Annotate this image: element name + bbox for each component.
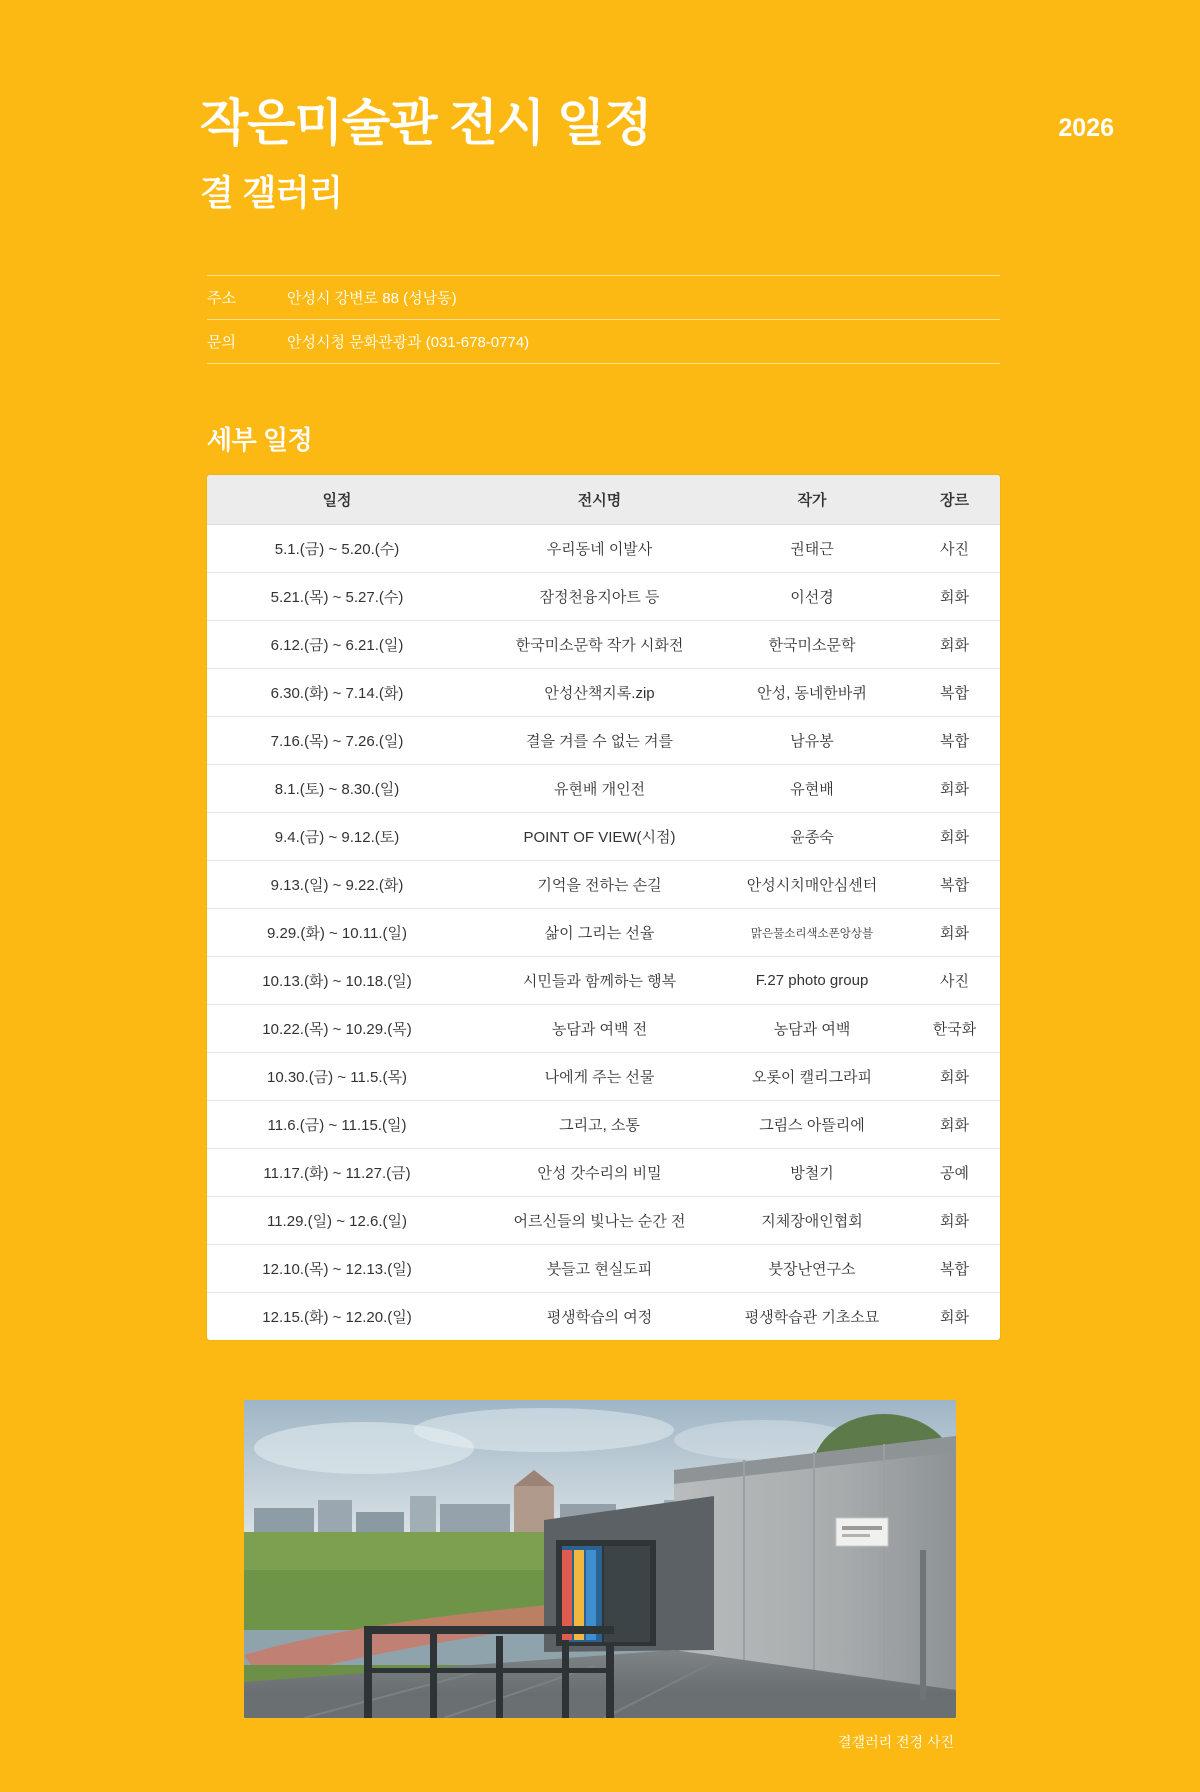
- schedule-table: [207, 475, 1000, 1340]
- cell-genre: 회화: [892, 573, 1000, 621]
- table-header: [207, 475, 1000, 525]
- info-list: [207, 275, 1000, 364]
- table-row: [207, 957, 1000, 1005]
- cell-date: 9.29.(화) ~ 10.11.(일): [207, 909, 467, 957]
- cell-genre: 사진: [892, 525, 1000, 573]
- cell-date: 10.22.(목) ~ 10.29.(목): [207, 1005, 467, 1053]
- cell-exhibition-title: 농담과 여백 전: [467, 1005, 732, 1053]
- cell-genre: 사진: [892, 957, 1000, 1005]
- info-value-address: 안성시 강변로 88 (성남동): [287, 290, 457, 307]
- column-header-artist: 작가: [732, 475, 892, 525]
- cell-exhibition-title: 붓들고 현실도피: [467, 1245, 732, 1293]
- cell-artist: 안성시치매안심센터: [732, 861, 892, 909]
- cell-date: 11.17.(화) ~ 11.27.(금): [207, 1149, 467, 1197]
- cell-artist: 오롯이 캘리그라피: [732, 1053, 892, 1101]
- cell-date: 6.30.(화) ~ 7.14.(화): [207, 669, 467, 717]
- cell-artist: F.27 photo group: [732, 957, 892, 1005]
- header: [0, 0, 1200, 215]
- cell-genre: 회화: [892, 813, 1000, 861]
- cell-artist: 유현배: [732, 765, 892, 813]
- cell-exhibition-title: 삶이 그리는 선율: [467, 909, 732, 957]
- table-row: [207, 861, 1000, 909]
- table-row: [207, 909, 1000, 957]
- info-row-address: [207, 275, 1000, 320]
- cell-exhibition-title: POINT OF VIEW(시점): [467, 813, 732, 861]
- table-body: [207, 525, 1000, 1341]
- cell-genre: 회화: [940, 1309, 969, 1326]
- cell-genre: 회화: [892, 1101, 1000, 1149]
- table-row: [207, 765, 1000, 813]
- cell-genre: 복합: [892, 861, 1000, 909]
- cell-artist: 안성, 동네한바퀴: [732, 669, 892, 717]
- cell-exhibition-title: 유현배 개인전: [467, 765, 732, 813]
- cell-exhibition-title: 시민들과 함께하는 행복: [467, 957, 732, 1005]
- info-value-contact: 안성시청 문화관광과 (031-678-0774): [287, 334, 530, 351]
- cell-artist: 붓장난연구소: [732, 1245, 892, 1293]
- cell-artist: 권태근: [732, 525, 892, 573]
- cell-genre: 복합: [892, 717, 1000, 765]
- cell-artist: 지체장애인협회: [732, 1197, 892, 1245]
- photo-block: [244, 1400, 956, 1792]
- title-block: [200, 96, 1058, 215]
- table-row: [207, 669, 1000, 717]
- cell-date: 10.30.(금) ~ 11.5.(목): [207, 1053, 467, 1101]
- cell-genre: 복합: [892, 669, 1000, 717]
- cell-date: 5.1.(금) ~ 5.20.(수): [207, 525, 467, 573]
- page-title: 작은미술관 전시 일정: [200, 95, 652, 151]
- cell-exhibition-title: 그리고, 소통: [467, 1101, 732, 1149]
- cell-artist: 한국미소문학: [732, 621, 892, 669]
- cell-exhibition-title: 나에게 주는 선물: [467, 1053, 732, 1101]
- cell-date: 8.1.(토) ~ 8.30.(일): [207, 765, 467, 813]
- cell-date: 9.4.(금) ~ 9.12.(토): [207, 813, 467, 861]
- cell-date: 5.21.(목) ~ 5.27.(수): [207, 573, 467, 621]
- photo-caption: 결갤러리 전경 사진: [838, 1734, 954, 1750]
- table-row: [207, 621, 1000, 669]
- table-row: [207, 573, 1000, 621]
- cell-artist: 남유봉: [732, 717, 892, 765]
- cell-date: 6.12.(금) ~ 6.21.(일): [207, 621, 467, 669]
- info-label-contact: 문의: [207, 334, 236, 351]
- cell-exhibition-title: 우리동네 이발사: [467, 525, 732, 573]
- cell-exhibition-title: 안성산책지록.zip: [467, 669, 732, 717]
- table-row: [207, 717, 1000, 765]
- table-row: [207, 1101, 1000, 1149]
- cell-date: 11.6.(금) ~ 11.15.(일): [207, 1101, 467, 1149]
- column-header-genre: 장르: [892, 475, 1000, 525]
- section-title-schedule: 세부 일정: [207, 425, 313, 455]
- cell-artist: 방철기: [732, 1149, 892, 1197]
- table-row: [207, 813, 1000, 861]
- cell-artist: 이선경: [732, 573, 892, 621]
- cell-artist: 맑은물소리색소폰앙상블: [732, 909, 892, 957]
- cell-artist: 윤종숙: [732, 813, 892, 861]
- cell-exhibition-title: 결을 겨를 수 없는 겨를: [467, 717, 732, 765]
- year-label: 2026: [1058, 114, 1114, 142]
- cell-genre: 회화: [892, 1197, 1000, 1245]
- gallery-exterior-photo: [244, 1400, 956, 1718]
- page-subtitle: 결 갤러리: [200, 174, 343, 213]
- cell-exhibition-title: 안성 갓수리의 비밀: [467, 1149, 732, 1197]
- cell-date: 10.13.(화) ~ 10.18.(일): [207, 957, 467, 1005]
- table-row: [207, 525, 1000, 573]
- cell-date: 12.10.(목) ~ 12.13.(일): [207, 1245, 467, 1293]
- cell-exhibition-title: 한국미소문학 작가 시화전: [467, 621, 732, 669]
- column-header-title: 전시명: [467, 475, 732, 525]
- table-row: [207, 1053, 1000, 1101]
- table-row: [207, 1005, 1000, 1053]
- table-row: [207, 1293, 1000, 1341]
- cell-date: 11.29.(일) ~ 12.6.(일): [207, 1197, 467, 1245]
- cell-genre: 회화: [892, 621, 1000, 669]
- table-row: [207, 1197, 1000, 1245]
- table-header-row: [207, 475, 1000, 525]
- cell-date: 9.13.(일) ~ 9.22.(화): [207, 861, 467, 909]
- cell-artist: 농담과 여백: [732, 1005, 892, 1053]
- cell-genre: 복합: [892, 1245, 1000, 1293]
- cell-exhibition-title: 잠정천융지아트 등: [467, 573, 732, 621]
- schedule-table-wrapper: [207, 475, 1000, 1340]
- cell-date: 12.15.(화) ~ 12.20.(일): [262, 1309, 412, 1326]
- cell-artist: 평생학습관 기초소묘: [744, 1309, 880, 1326]
- table-row: [207, 1245, 1000, 1293]
- cell-genre: 한국화: [892, 1005, 1000, 1053]
- column-header-date: 일정: [207, 475, 467, 525]
- cell-date: 7.16.(목) ~ 7.26.(일): [207, 717, 467, 765]
- cell-genre: 회화: [892, 1053, 1000, 1101]
- cell-genre: 회화: [892, 909, 1000, 957]
- cell-genre: 회화: [892, 765, 1000, 813]
- cell-exhibition-title: 기억을 전하는 손길: [467, 861, 732, 909]
- table-row: [207, 1149, 1000, 1197]
- info-label-address: 주소: [207, 290, 236, 307]
- cell-exhibition-title: 평생학습의 여정: [546, 1309, 653, 1326]
- cell-genre: 공예: [892, 1149, 1000, 1197]
- cell-artist: 그림스 아뜰리에: [732, 1101, 892, 1149]
- cell-exhibition-title: 어르신들의 빛나는 순간 전: [467, 1197, 732, 1245]
- info-row-contact: [207, 320, 1000, 364]
